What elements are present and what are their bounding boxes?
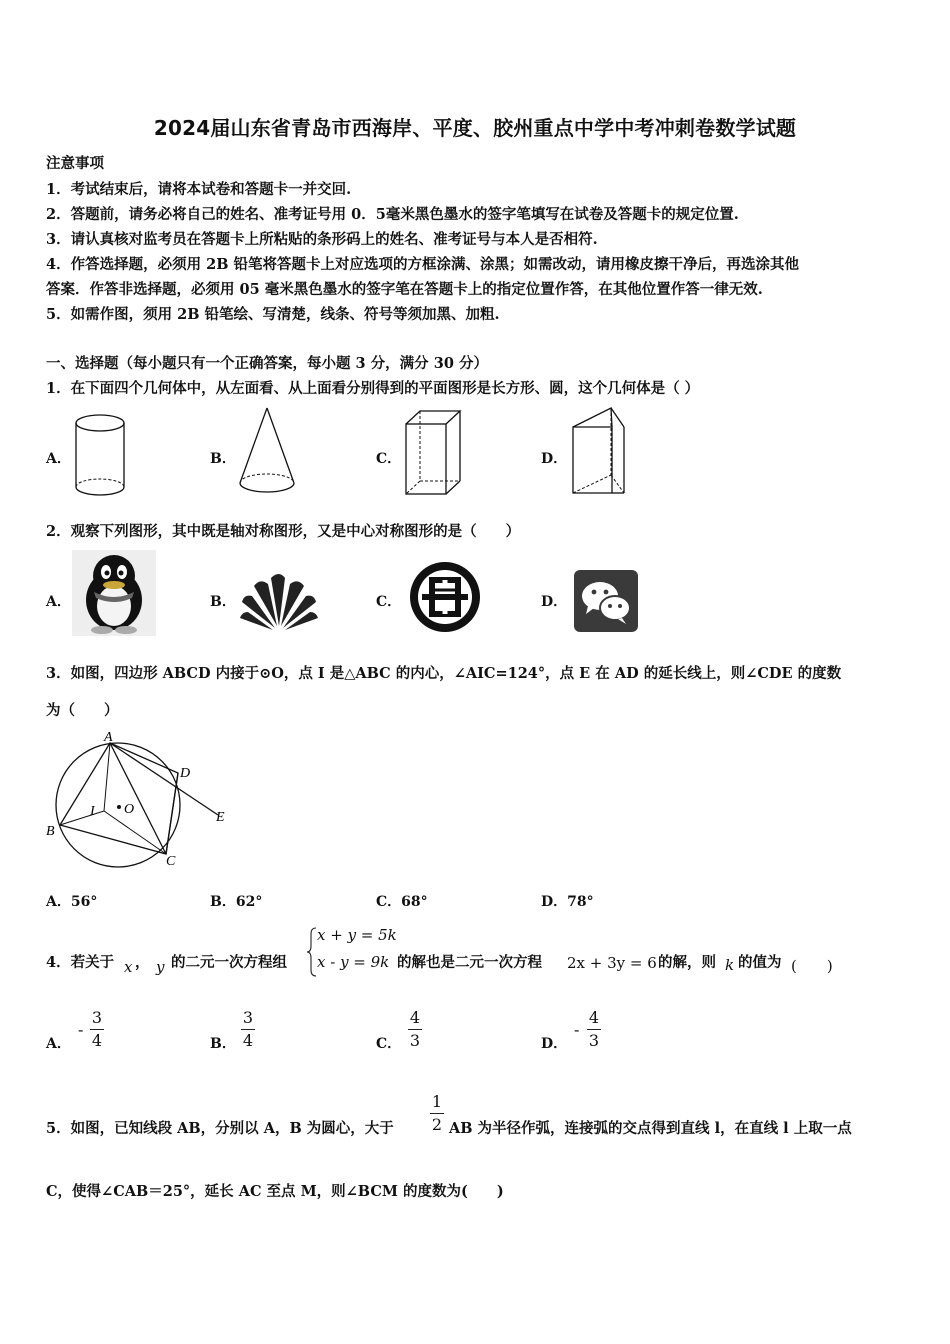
cone-figure (234, 405, 300, 497)
notes-heading: 注意事项 (46, 155, 104, 172)
triangular-prism-figure (568, 405, 632, 499)
note-item: 2．答题前，请务必将自己的姓名、准考证号用 0．5毫米黑色墨水的签字笔填写在试卷及答题卡的规定位置. (46, 206, 739, 223)
numerator: 3 (91, 1008, 103, 1027)
q2-option-b-label: B． (210, 594, 236, 610)
q4-option-b-fraction (241, 1010, 255, 1049)
denominator: 2 (431, 1115, 443, 1134)
note-item: 答案．作答非选择题，必须用 05 毫米黑色墨水的签字笔在答题卡上的指定位置作答，在其他位置作答一律无效. (46, 281, 763, 298)
var-k: k (725, 956, 735, 974)
numerator: 4 (409, 1008, 421, 1027)
var-y: y (156, 958, 165, 976)
question-4-part4: 的解，则 (658, 954, 716, 971)
question-5-part2: AB 为半径作弧，连接弧的交点得到直线 l，在直线 l 上取一点 (449, 1120, 852, 1137)
equation-3: 2x + 3y = 6 (567, 954, 657, 972)
q4-a-sign: - (78, 1020, 84, 1039)
q2-option-d-label: D． (541, 594, 568, 610)
question-4-part3: 的解也是二元一次方程 (397, 954, 542, 971)
note-item: 3．请认真核对监考员在答题卡上所粘贴的条形码上的姓名、准考证号与本人是否相符. (46, 231, 598, 248)
note-item: 1．考试结束后，请将本试卷和答题卡一并交回. (46, 181, 352, 198)
q2-option-a-label: A． (46, 594, 71, 610)
q3-option-b: B．62° (210, 894, 263, 910)
cylinder-figure (70, 412, 130, 500)
label-c: C (166, 854, 176, 869)
q4-option-c-fraction (408, 1010, 422, 1049)
denominator: 4 (242, 1031, 254, 1050)
wechat-logo-icon (574, 570, 638, 632)
denominator: 3 (409, 1031, 421, 1050)
q3-option-d: D．78° (541, 894, 594, 910)
numerator: 4 (588, 1008, 600, 1027)
question-4-part5: 的值为 (738, 954, 782, 971)
q4-option-a-label: A． (46, 1036, 71, 1052)
label-e: E (216, 810, 225, 825)
q1-option-c-label: C． (376, 451, 402, 467)
q1-option-b-label: B． (210, 451, 236, 467)
var-x: x (124, 958, 133, 976)
question-5-line2: C，使得∠CAB＝25°，延长 AC 至点 M，则∠BCM 的度数为( ) (46, 1183, 504, 1200)
question-1-stem: 1．在下面四个几何体中，从左面看、从上面看分别得到的平面图形是长方形、圆，这个几何体是（ ） (46, 380, 700, 397)
q4-option-c-label: C． (376, 1036, 402, 1052)
cuboid-figure (400, 408, 464, 500)
question-2-stem: 2．观察下列图形，其中既是轴对称图形，又是中心对称图形的是（ ） (46, 523, 521, 540)
penguin-logo-icon (72, 550, 156, 636)
note-item: 5．如需作图，须用 2B 铅笔绘、写清楚，线条、符号等须加黑、加粗. (46, 306, 500, 323)
label-d: D (180, 766, 191, 781)
q4-option-a-fraction (90, 1010, 104, 1049)
section-heading: 一、选择题（每小题只有一个正确答案，每小题 3 分，满分 30 分） (46, 355, 488, 372)
q1-option-d-label: D． (541, 451, 568, 467)
label-a: A (104, 730, 113, 745)
question-4-part1: 4．若关于 (46, 954, 115, 971)
label-b: B (46, 824, 55, 839)
bank-logo-icon (404, 558, 486, 636)
circle-quadrilateral-figure (40, 727, 240, 872)
equation-2: x - y = 9k (317, 953, 390, 971)
question-3-stem-line2: 为（ ） (46, 702, 119, 719)
label-o: O (124, 802, 135, 817)
question-4-part2: 的二元一次方程组 (171, 954, 287, 971)
page-title: 2024届山东省青岛市西海岸、平度、胶州重点中学中考冲刺卷数学试题 (153, 116, 797, 140)
note-item: 4．作答选择题，必须用 2B 铅笔将答题卡上对应选项的方框涂满、涂黑；如需改动，请用橡皮擦干净后，再选涂其他 (46, 256, 800, 273)
comma: ， (135, 954, 150, 971)
huawei-logo-icon (240, 568, 318, 632)
denominator: 4 (91, 1031, 103, 1050)
equation-1: x + y = 5k (317, 926, 397, 944)
numerator: 1 (431, 1092, 443, 1111)
numerator: 3 (242, 1008, 254, 1027)
q4-d-sign: - (574, 1020, 580, 1039)
question-3-stem-line1: 3．如图，四边形 ABCD 内接于⊙O，点 I 是△ABC 的内心，∠AIC=124°，点 E 在 AD 的延长线上，则∠CDE 的度数 (46, 665, 842, 682)
q3-option-a: A．56° (46, 894, 98, 910)
answer-paren: ( ) (791, 957, 833, 975)
q4-option-d-fraction (587, 1010, 601, 1049)
q4-option-d-label: D． (541, 1036, 568, 1052)
denominator: 3 (588, 1031, 600, 1050)
label-i: I (90, 804, 95, 819)
question-5-part1: 5．如图，已知线段 AB，分别以 A，B 为圆心，大于 (46, 1120, 394, 1137)
half-fraction (430, 1094, 444, 1133)
q2-option-c-label: C． (376, 594, 402, 610)
q1-option-a-label: A． (46, 451, 71, 467)
q4-option-b-label: B． (210, 1036, 236, 1052)
q3-option-c: C．68° (376, 894, 428, 910)
